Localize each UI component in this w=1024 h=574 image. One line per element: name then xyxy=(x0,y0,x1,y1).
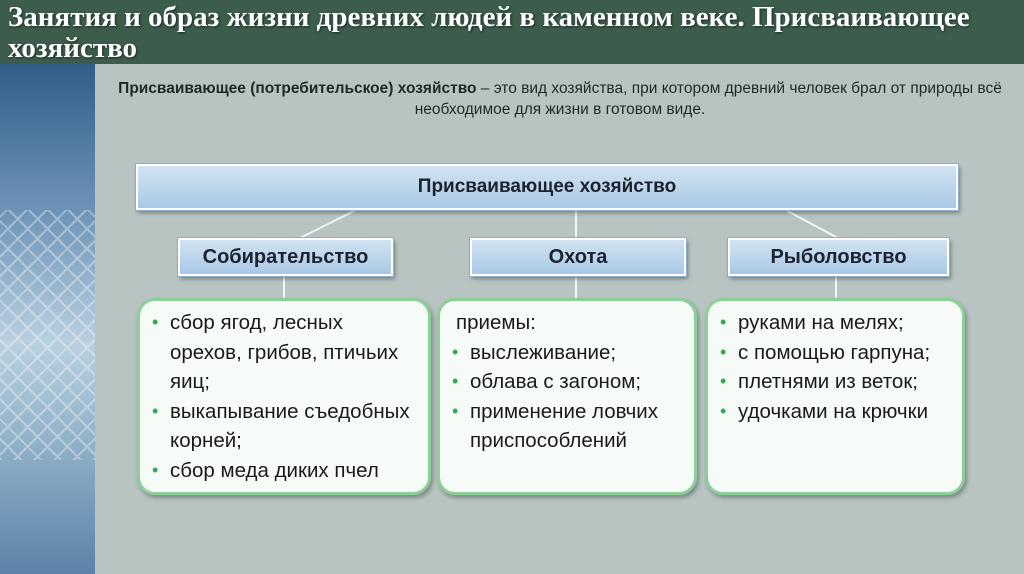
list-item: • облава с загоном; xyxy=(452,367,686,397)
category-hunting: Охота xyxy=(470,238,686,276)
definition-body: – это вид хозяйства, при котором древний человек брал от природы всё необходимое для жизни в готовом виде. xyxy=(414,80,1002,118)
category-fishing: Рыболовство xyxy=(728,238,949,276)
list-item: • сбор ягод, лесных орехов, грибов, птичьих яиц; xyxy=(152,308,420,397)
fishing-details-card xyxy=(705,298,965,495)
list-item: • выкапывание съедобных корней; xyxy=(152,397,420,456)
list-item: • выслеживание; xyxy=(452,338,686,368)
definition-term: Присваивающее (потребительское) хозяйство xyxy=(118,80,477,97)
gathering-list xyxy=(152,308,420,485)
fishing-list xyxy=(720,308,954,426)
list-item: • удочками на крючки xyxy=(720,397,954,427)
hunting-details-card xyxy=(437,298,697,495)
slide-title: Занятия и образ жизни древних людей в каменном веке. Присваивающее хозяйство xyxy=(8,1,970,64)
list-item: • применение ловчих приспособлений xyxy=(452,397,686,456)
list-item: • руками на мелях; xyxy=(720,308,954,338)
connector-root-cat1 xyxy=(300,207,362,238)
list-item: • плетнями из веток; xyxy=(720,367,954,397)
hunting-intro: приемы: xyxy=(456,311,536,334)
hunting-list xyxy=(452,338,686,456)
gathering-details-card xyxy=(137,298,431,495)
list-item: • с помощью гарпуна; xyxy=(720,338,954,368)
connector-root-cat3 xyxy=(780,207,838,238)
list-item: • сбор меда диких пчел xyxy=(152,456,420,486)
category-gathering: Собирательство xyxy=(178,238,393,276)
root-node: Присваивающее хозяйство xyxy=(136,164,958,210)
